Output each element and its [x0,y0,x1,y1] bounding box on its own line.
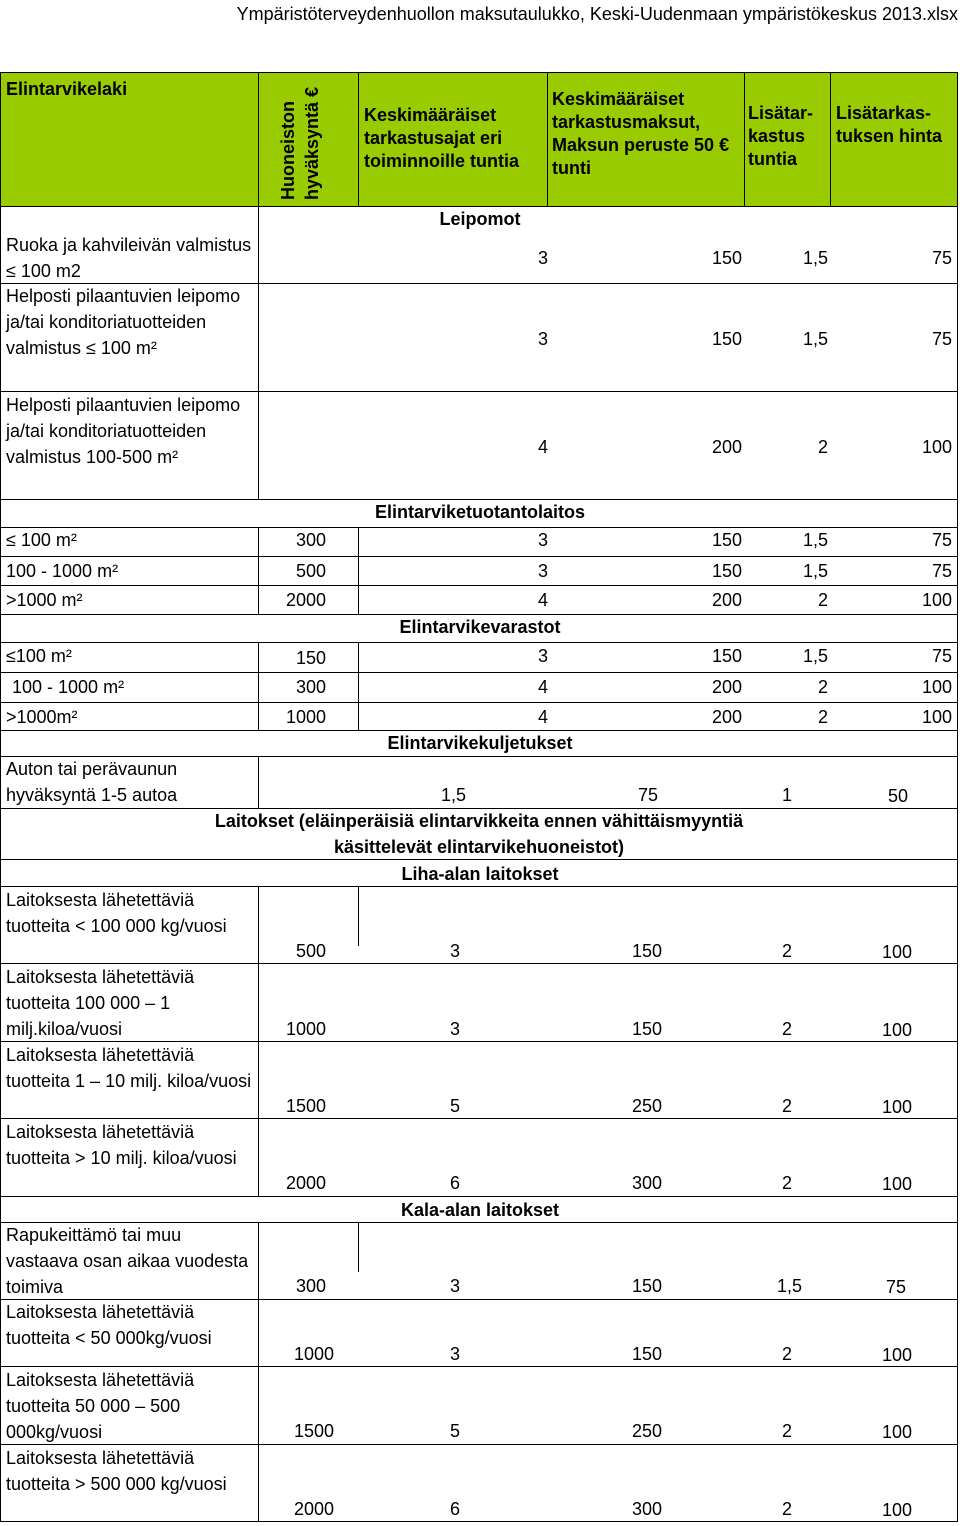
fish-row-4-hours: 6 [449,1499,460,1519]
section-storage: Elintarvikevarastot [399,617,561,637]
header-avg-time: Keskimääräiset tarkastusajat eri toiminnoille tuntia [364,105,519,171]
meat-row-2-hours: 3 [449,1019,460,1039]
production-row-3-approval: 2000 [285,590,326,610]
section-fish: Kala-alan laitokset [400,1200,560,1220]
production-row-3-fee: 200 [711,590,742,610]
bakery-row-3-fee: 200 [711,437,742,457]
grid-line [0,963,958,964]
grid-line [258,206,259,499]
transport-row-1-extra-price: 50 [887,786,908,806]
meat-row-3-fee: 250 [631,1096,662,1116]
fish-row-2-fee: 150 [631,1344,662,1364]
fish-row-1-label: Rapukeittämö tai muu vastaava osan aikaa vuodesta toimiva [6,1225,249,1297]
bakery-row-2-extra-price: 75 [931,329,952,349]
production-row-1-extra-price: 75 [931,530,952,550]
bakery-row-2-extra-hours: 1,5 [802,329,828,349]
storage-row-2-fee: 200 [711,677,742,697]
meat-row-4-hours: 6 [449,1173,460,1193]
header-avg-fee: Keskimääräiset tarkastusmaksut, Maksun peruste 50 € tunti [552,89,730,178]
fish-row-3-extra-hours: 2 [781,1421,792,1441]
storage-row-3-label: >1000m² [6,707,78,727]
meat-row-2-approval: 1000 [285,1019,326,1039]
storage-row-1-approval: 150 [295,648,326,668]
section-plants: Laitokset (eläinperäisiä elintarvikkeita ennen vähittäismyyntiä käsittelevät elintarvikehuoneistot) [214,811,744,857]
section-meat: Liha-alan laitokset [401,864,559,884]
bakery-row-1-fee: 150 [711,248,742,268]
grid-line [0,886,958,887]
fish-row-2-extra-hours: 2 [781,1344,792,1364]
grid-line [258,1222,259,1521]
production-row-2-extra-hours: 1,5 [802,561,828,581]
bakery-row-3-label: Helposti pilaantuvien leipomo ja/tai konditoriatuotteiden valmistus 100-500 m² [6,395,241,467]
grid-line [0,859,958,860]
meat-row-4-extra-hours: 2 [781,1173,792,1193]
grid-line [0,391,958,392]
header-approval-fee: Huoneiston hyväksyntä € [278,86,322,200]
storage-row-1-extra-price: 75 [931,646,952,666]
production-row-1-label: ≤ 100 m² [6,530,77,550]
grid-line [358,642,359,730]
grid-line [358,1222,359,1272]
grid-line [0,72,958,73]
grid-line [0,527,958,528]
meat-row-3-approval: 1500 [285,1096,326,1116]
meat-row-2-extra-hours: 2 [781,1019,792,1039]
fish-row-2-extra-price: 100 [881,1345,912,1365]
fish-row-4-label: Laitoksesta lähetettäviä tuotteita > 500 000 kg/vuosi [6,1448,227,1494]
grid-line [0,808,958,809]
grid-line [0,756,958,757]
storage-row-1-hours: 3 [537,646,548,666]
grid-line [0,1196,958,1197]
fish-row-1-extra-hours: 1,5 [776,1276,802,1296]
grid-line [0,556,958,557]
meat-row-1-extra-hours: 2 [781,941,792,961]
grid-line [0,1118,958,1119]
storage-row-3-extra-price: 100 [921,707,952,727]
fish-row-1-extra-price: 75 [885,1277,906,1297]
fish-row-3-hours: 5 [449,1421,460,1441]
meat-row-3-label: Laitoksesta lähetettäviä tuotteita 1 – 10 milj. kiloa/vuosi [6,1045,252,1091]
storage-row-2-approval: 300 [295,677,326,697]
header-law: Elintarvikelaki [6,79,128,99]
production-row-2-extra-price: 75 [931,561,952,581]
grid-line [0,614,958,615]
grid-line [0,672,958,673]
fish-row-4-extra-hours: 2 [781,1499,792,1519]
grid-line [258,756,259,808]
grid-line [0,1299,958,1300]
grid-line [744,72,745,206]
storage-row-3-fee: 200 [711,707,742,727]
bakery-row-3-extra-price: 100 [921,437,952,457]
storage-row-2-extra-hours: 2 [817,677,828,697]
meat-row-2-fee: 150 [631,1019,662,1039]
header-extra-hours: Lisätar-kastus tuntia [748,103,814,169]
fish-row-3-label: Laitoksesta lähetettäviä tuotteita 50 000 – 500 000kg/vuosi [6,1370,195,1442]
transport-row-1-label: Auton tai perävaunun hyväksyntä 1-5 autoa [6,759,178,805]
transport-row-1-extra-hours: 1 [781,785,792,805]
production-row-2-approval: 500 [295,561,326,581]
production-row-2-label: 100 - 1000 m² [6,561,119,581]
grid-line [0,1222,958,1223]
bakery-row-1-extra-hours: 1,5 [802,248,828,268]
meat-row-1-approval: 500 [295,941,326,961]
production-row-3-hours: 4 [537,590,548,610]
fish-row-2-hours: 3 [449,1344,460,1364]
storage-row-3-extra-hours: 2 [817,707,828,727]
production-row-2-hours: 3 [537,561,548,581]
section-production: Elintarviketuotantolaitos [374,502,586,522]
fish-row-2-approval: 1000 [293,1344,334,1364]
fish-row-4-extra-price: 100 [881,1500,912,1520]
grid-line [0,1521,958,1522]
meat-row-3-extra-hours: 2 [781,1096,792,1116]
meat-row-1-extra-price: 100 [881,942,912,962]
grid-line [358,72,359,206]
storage-row-1-fee: 150 [711,646,742,666]
meat-row-3-extra-price: 100 [881,1097,912,1117]
fish-row-1-fee: 150 [631,1276,662,1296]
bakery-row-2-fee: 150 [711,329,742,349]
grid-line [258,642,259,730]
meat-row-1-fee: 150 [631,941,662,961]
bakery-row-3-hours: 4 [537,437,548,457]
production-row-1-fee: 150 [711,530,742,550]
storage-row-1-label: ≤100 m² [6,646,72,666]
grid-line [0,1041,958,1042]
fish-row-4-approval: 2000 [293,1499,334,1519]
production-row-2-fee: 150 [711,561,742,581]
grid-line [0,206,958,207]
bakery-row-2-label: Helposti pilaantuvien leipomo ja/tai konditoriatuotteiden valmistus ≤ 100 m² [6,286,241,358]
storage-row-1-extra-hours: 1,5 [802,646,828,666]
meat-row-3-hours: 5 [449,1096,460,1116]
header-extra-price: Lisätarkas-tuksen hinta [836,103,943,146]
fish-row-1-approval: 300 [295,1276,326,1296]
production-row-1-extra-hours: 1,5 [802,530,828,550]
bakery-row-3-extra-hours: 2 [817,437,828,457]
section-transport: Elintarvikekuljetukset [387,733,573,753]
grid-line [0,283,958,284]
grid-line [258,527,259,614]
transport-row-1-hours: 1,5 [440,785,466,805]
fish-row-2-label: Laitoksesta lähetettäviä tuotteita < 50 000kg/vuosi [6,1302,212,1348]
bakery-row-1-label: Ruoka ja kahvileivän valmistus ≤ 100 m2 [6,235,252,281]
grid-line [830,72,831,206]
meat-row-4-fee: 300 [631,1173,662,1193]
fish-row-4-fee: 300 [631,1499,662,1519]
section-bakery: Leipomot [439,209,521,229]
fish-row-3-extra-price: 100 [881,1422,912,1442]
storage-row-2-extra-price: 100 [921,677,952,697]
production-row-1-approval: 300 [295,530,326,550]
grid-line [957,72,958,1522]
grid-line [0,499,958,500]
grid-line [0,702,958,703]
production-row-3-extra-price: 100 [921,590,952,610]
bakery-row-1-hours: 3 [537,248,548,268]
meat-row-1-hours: 3 [449,941,460,961]
storage-row-2-label: 100 - 1000 m² [12,677,125,697]
grid-line [358,527,359,614]
grid-line [547,72,548,206]
fish-row-1-hours: 3 [449,1276,460,1296]
document-title: Ympäristöterveydenhuollon maksutaulukko, Keski-Uudenmaan ympäristökeskus 2013.xlsx [236,4,958,24]
grid-line [358,886,359,946]
meat-row-4-extra-price: 100 [881,1174,912,1194]
storage-row-2-hours: 4 [537,677,548,697]
fee-table [0,72,958,1522]
fish-row-3-fee: 250 [631,1421,662,1441]
meat-row-2-label: Laitoksesta lähetettäviä tuotteita 100 000 – 1 milj.kiloa/vuosi [6,967,195,1039]
transport-row-1-fee: 75 [637,785,658,805]
meat-row-4-label: Laitoksesta lähetettäviä tuotteita > 10 milj. kiloa/vuosi [6,1122,237,1168]
meat-row-4-approval: 2000 [285,1173,326,1193]
grid-line [258,72,259,206]
grid-line [0,1366,958,1367]
grid-line [0,72,1,1522]
grid-line [0,1444,958,1445]
production-row-1-hours: 3 [537,530,548,550]
fish-row-3-approval: 1500 [293,1421,334,1441]
production-row-3-label: >1000 m² [6,590,83,610]
bakery-row-1-extra-price: 75 [931,248,952,268]
production-row-3-extra-hours: 2 [817,590,828,610]
bakery-row-2-hours: 3 [537,329,548,349]
grid-line [258,886,259,1196]
meat-row-1-label: Laitoksesta lähetettäviä tuotteita < 100 000 kg/vuosi [6,890,227,936]
storage-row-3-approval: 1000 [285,707,326,727]
storage-row-3-hours: 4 [537,707,548,727]
grid-line [0,642,958,643]
meat-row-2-extra-price: 100 [881,1020,912,1040]
grid-line [0,585,958,586]
grid-line [0,730,958,731]
